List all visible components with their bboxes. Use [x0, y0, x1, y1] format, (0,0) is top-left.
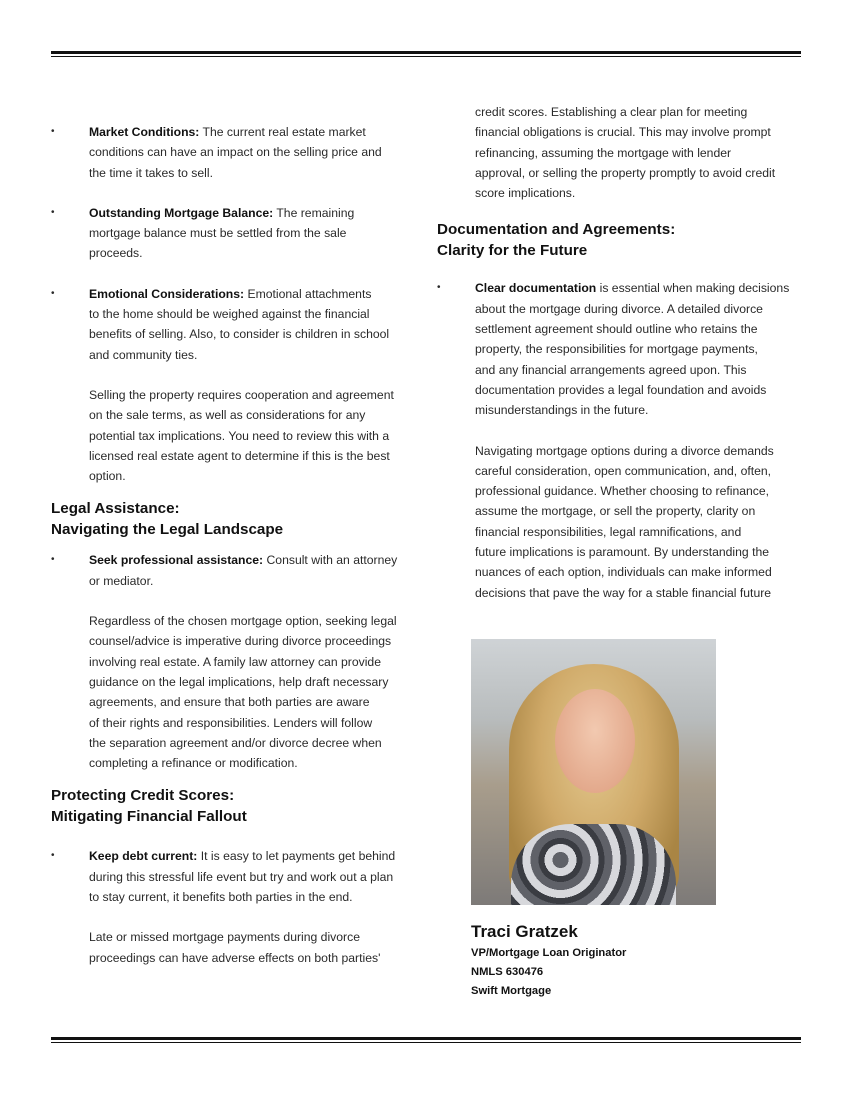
- profile-company: Swift Mortgage: [471, 985, 552, 997]
- bullet-clear-documentation: • Clear documentation is essential when making decisions about the mortgage during divorce. A detailed divorce settlement agreement should outline who retains the property, the responsibilities for mortgage payments, and any financial arrangements agreed upon. This documentation provides a legal foundation and avoids misunderstandings in the future.: [437, 278, 805, 420]
- bullet-dot: •: [51, 206, 55, 218]
- bullet-dot: •: [51, 287, 55, 299]
- bullet-keep-debt-current: • Keep debt current: It is easy to let payments get behind during this stressful life event but try and work out a plan to stay current, it benefits both parties in the end.: [51, 846, 416, 907]
- paragraph-late-payments: Late or missed mortgage payments during divorce proceedings can have adverse effects on both parties': [89, 930, 381, 965]
- paragraph-legal-counsel: Regardless of the chosen mortgage option, seeking legal counsel/advice is imperative during divorce proceedings involving real estate. A family law attorney can provide guidance on the legal implications, help draft necessary agreements, and ensure that both parties are aware of their rights and responsibilities. Lenders will follow the separation agreement and/or divorce decree when completing a refinance or modification.: [89, 614, 397, 771]
- profile-photo: [471, 639, 716, 905]
- photo-face: [555, 689, 635, 793]
- bullet-dot: •: [437, 282, 441, 294]
- bullet-seek-professional: • Seek professional assistance: Consult with an attorney or mediator.: [51, 550, 416, 591]
- paragraph-credit-continued: credit scores. Establishing a clear plan for meeting financial obligations is crucial. This may involve prompt refinancing, assuming the mortgage with lender approval, or selling the property promptly to avoid credit score implications.: [475, 105, 776, 201]
- profile-nmls: NMLS 630476: [471, 966, 544, 978]
- photo-clothing: [511, 824, 676, 905]
- bullet-dot: •: [51, 126, 55, 137]
- right-column: [437, 102, 805, 603]
- bullet-dot: •: [51, 554, 55, 566]
- bullet-emotional-considerations: • Emotional Considerations: Emotional attachments to the home should be weighed against the financial benefits of selling. Also, to consider is children in school and community ties.: [51, 284, 416, 365]
- top-rule: [51, 51, 801, 57]
- paragraph-selling: Selling the property requires cooperation and agreement on the sale terms, as well as considerations for any potential tax implications. You need to review this with a licensed real estate agent to determine if this is the best option.: [89, 387, 394, 484]
- profile-name: Traci Gratzek: [471, 922, 578, 941]
- paragraph-navigating-options: Navigating mortgage options during a divorce demands careful consideration, open communication, and, often, professional guidance. Whether choosing to refinance, assume the mortgage, or sell the property, clarity on financial responsibilities, legal ramnifications, and future implications is paramount. By understanding the nuances of each option, individuals can make informed decisions that pave the way for a stable financial future: [475, 443, 774, 600]
- bullet-dot: •: [51, 850, 55, 862]
- bottom-rule: [51, 1037, 801, 1043]
- profile-title: VP/Mortgage Loan Originator: [471, 947, 627, 959]
- heading-documentation: Documentation and Agreements: Clarity for the Future: [437, 221, 676, 260]
- bullet-market-conditions: • Market Conditions: The current real estate market conditions can have an impact on the selling price and the time it takes to sell.: [51, 122, 416, 183]
- bullet-outstanding-balance: • Outstanding Mortgage Balance: The remaining mortgage balance must be settled from the sale proceeds.: [51, 203, 416, 264]
- left-column: [51, 122, 416, 968]
- heading-protecting-credit: Protecting Credit Scores: Mitigating Financial Fallout: [51, 787, 247, 826]
- heading-legal-assistance: Legal Assistance: Navigating the Legal Landscape: [51, 500, 284, 539]
